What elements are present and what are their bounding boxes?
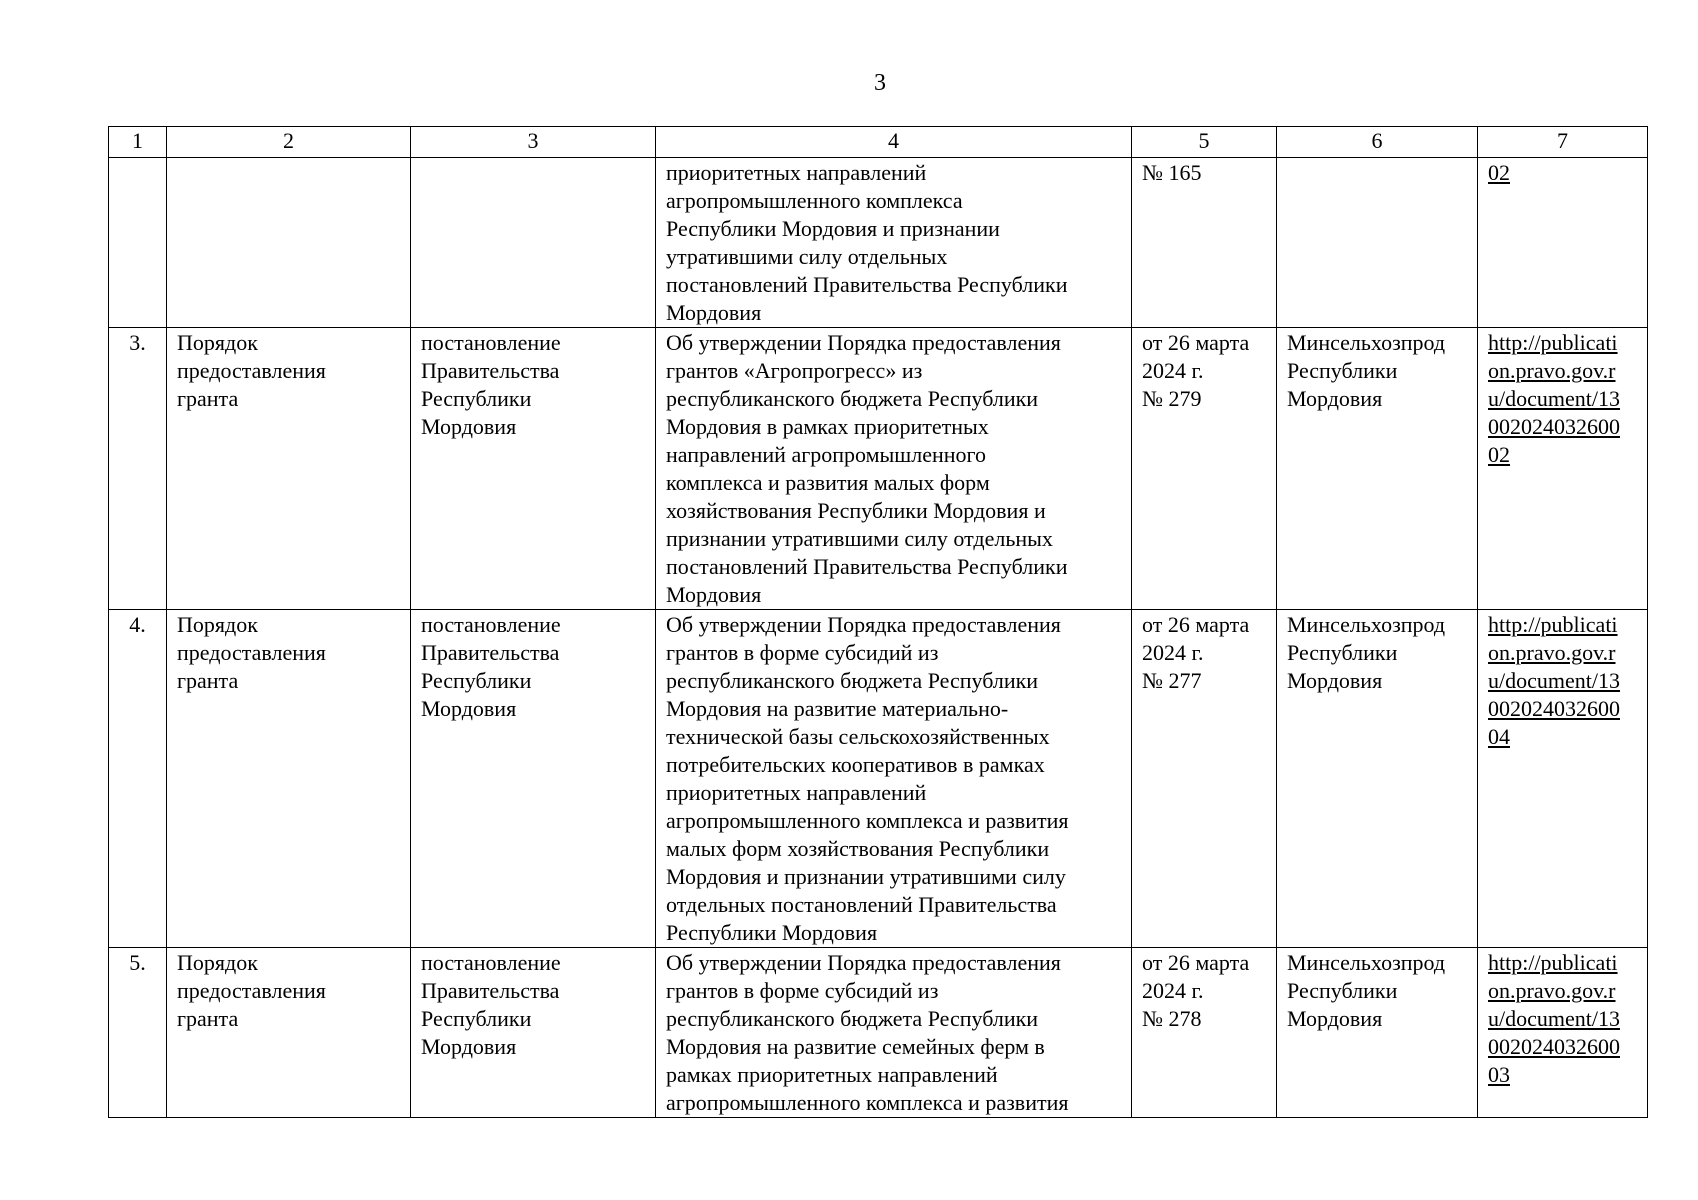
cell-line: грантов в форме субсидий из [666,640,939,665]
cell-line: Мордовия в рамках приоритетных [666,414,989,439]
cell-line: 002024032600 [1488,696,1620,721]
cell-line: комплекса и развития малых форм [666,470,990,495]
title-cell [656,610,1132,948]
cell-line: http://publicati [1488,330,1618,355]
cell-line: Об утверждении Порядка предоставления [666,330,1061,355]
cell-line: Порядок [177,950,258,975]
cell-line: технической базы сельскохозяйственных [666,724,1050,749]
cell-line: республиканского бюджета Республики [666,386,1039,411]
row-number: 4. [109,610,167,948]
cell-line: от 26 марта [1142,330,1250,355]
cell-line: отдельных постановлений Правительства [666,892,1057,917]
cell-line: предоставления [177,640,326,665]
date-number-cell [1132,610,1277,948]
cell-line: Мордовия на развитие семейных ферм в [666,1034,1045,1059]
kind-cell [167,328,411,610]
row-number-cell [109,158,167,328]
cell-line: http://publicati [1488,612,1618,637]
header-row [109,127,1648,158]
document-link[interactable] [1478,328,1648,610]
column-header: 6 [1277,127,1478,158]
page-number: 3 [874,70,886,96]
cell-line: Правительства [421,358,560,383]
cell-line: Республики [1287,358,1398,383]
agency-cell [1277,328,1478,610]
cell-line: Республики [421,1006,532,1031]
cell-line: приоритетных направлений [666,160,927,185]
cell-line: on.pravo.gov.r [1488,640,1616,665]
cell-line: on.pravo.gov.r [1488,978,1616,1003]
document-link[interactable] [1478,948,1648,1118]
cell-line: гранта [177,386,239,411]
cell-line: утратившими силу отдельных [666,244,948,269]
cell-line: признании утратившими силу отдельных [666,526,1053,551]
cell-line: Мордовия [421,414,517,439]
table-row [109,948,1648,1118]
column-header: 1 [109,127,167,158]
cell-line: Мордовия [1287,1006,1383,1031]
cell-line: постановлений Правительства Республики [666,272,1068,297]
cell-line: Минсельхозпрод [1287,612,1446,637]
cell-line: от 26 марта [1142,950,1250,975]
cell-line: № 165 [1142,160,1202,185]
cell-line: Порядок [177,612,258,637]
kind-cell [167,610,411,948]
cell-line: 04 [1488,724,1510,749]
date-number-cell [1132,158,1277,328]
column-header: 2 [167,127,411,158]
cell-line: предоставления [177,978,326,1003]
cell-line: http://publicati [1488,950,1618,975]
cell-line: Правительства [421,978,560,1003]
cell-line: приоритетных направлений [666,780,927,805]
cell-line: Мордовия [421,696,517,721]
cell-line: гранта [177,1006,239,1031]
cell-line: u/document/13 [1488,386,1620,411]
column-header: 7 [1478,127,1648,158]
document-link[interactable] [1478,610,1648,948]
table-row-continued [109,158,1648,328]
cell-line: Порядок [177,330,258,355]
table-row [109,610,1648,948]
cell-line: 002024032600 [1488,414,1620,439]
cell-line: республиканского бюджета Республики [666,668,1039,693]
cell-line: Мордовия на развитие материально- [666,696,1009,721]
cell-line: направлений агропромышленного [666,442,986,467]
cell-line: Республики Мордовия и признании [666,216,1000,241]
cell-line: № 277 [1142,668,1202,693]
cell-line: постановление [421,612,561,637]
table-row [109,328,1648,610]
kind-cell [167,158,411,328]
title-cell [656,328,1132,610]
cell-line: потребительских кооперативов в рамках [666,752,1045,777]
cell-line: постановление [421,950,561,975]
form-cell [411,610,656,948]
cell-line: on.pravo.gov.r [1488,358,1616,383]
cell-line: Правительства [421,640,560,665]
registry-table [108,126,1648,1118]
cell-line: агропромышленного комплекса [666,188,963,213]
cell-line: рамках приоритетных направлений [666,1062,998,1087]
cell-line: 2024 г. [1142,640,1204,665]
cell-line: u/document/13 [1488,668,1620,693]
cell-line: Республики [421,668,532,693]
cell-line: хозяйствования Республики Мордовия и [666,498,1046,523]
kind-cell [167,948,411,1118]
cell-line: республиканского бюджета Республики [666,1006,1039,1031]
cell-line: u/document/13 [1488,1006,1620,1031]
form-cell [411,328,656,610]
date-number-cell [1132,328,1277,610]
cell-line: 002024032600 [1488,1034,1620,1059]
row-number: 3. [109,328,167,610]
title-cell [656,158,1132,328]
cell-line: 02 [1488,442,1510,467]
cell-line: Минсельхозпрод [1287,950,1446,975]
cell-line: агропромышленного комплекса и развития [666,1090,1069,1115]
column-header: 5 [1132,127,1277,158]
cell-line: 02 [1488,160,1510,185]
agency-cell [1277,948,1478,1118]
form-cell [411,158,656,328]
cell-line: малых форм хозяйствования Республики [666,836,1050,861]
cell-line: 03 [1488,1062,1510,1087]
cell-line: гранта [177,668,239,693]
cell-line: Мордовия [666,582,762,607]
cell-line: 2024 г. [1142,358,1204,383]
form-cell [411,948,656,1118]
cell-line: Республики [421,386,532,411]
cell-line: постановление [421,330,561,355]
document-link[interactable] [1478,158,1648,328]
title-cell [656,948,1132,1118]
agency-cell [1277,158,1478,328]
cell-line: № 279 [1142,386,1202,411]
cell-line: грантов «Агропрогресс» из [666,358,923,383]
cell-line: Мордовия [421,1034,517,1059]
cell-line: от 26 марта [1142,612,1250,637]
cell-line: Минсельхозпрод [1287,330,1446,355]
cell-line: Республики [1287,640,1398,665]
cell-line: Мордовия [666,300,762,325]
cell-line: Об утверждении Порядка предоставления [666,950,1061,975]
cell-line: предоставления [177,358,326,383]
cell-line: Мордовия [1287,386,1383,411]
row-number: 5. [109,948,167,1118]
agency-cell [1277,610,1478,948]
cell-line: постановлений Правительства Республики [666,554,1068,579]
cell-line: 2024 г. [1142,978,1204,1003]
cell-line: грантов в форме субсидий из [666,978,939,1003]
cell-line: Мордовия [1287,668,1383,693]
date-number-cell [1132,948,1277,1118]
cell-line: Республики [1287,978,1398,1003]
cell-line: № 278 [1142,1006,1202,1031]
cell-line: Мордовия и признании утратившими силу [666,864,1066,889]
column-header: 4 [656,127,1132,158]
cell-line: Об утверждении Порядка предоставления [666,612,1061,637]
cell-line: агропромышленного комплекса и развития [666,808,1069,833]
column-header: 3 [411,127,656,158]
cell-line: Республики Мордовия [666,920,878,945]
